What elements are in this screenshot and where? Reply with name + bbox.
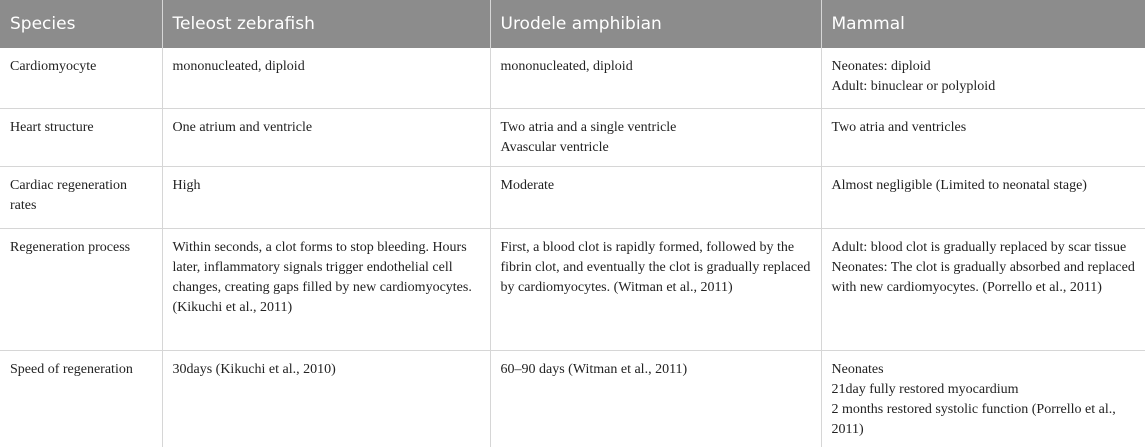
- table-row: [0, 229, 1145, 351]
- row-label: Speed of regeneration: [0, 351, 162, 447]
- cell-mammal: Neonates: diploid Adult: binuclear or polyploid: [821, 48, 1145, 109]
- cell-mammal: Two atria and ventricles: [821, 109, 1145, 167]
- table-row: [0, 167, 1145, 229]
- cell-amphibian: First, a blood clot is rapidly formed, followed by the fibrin clot, and eventually the clot is gradually replaced by cardiomyocytes. (Witman et al., 2011): [490, 229, 821, 351]
- cell-zebrafish: One atrium and ventricle: [162, 109, 490, 167]
- row-label: Cardiac regeneration rates: [0, 167, 162, 229]
- header-amphibian: Urodele amphibian: [490, 0, 821, 48]
- row-label: Cardiomyocyte: [0, 48, 162, 109]
- cell-amphibian: 60–90 days (Witman et al., 2011): [490, 351, 821, 447]
- table-row: [0, 48, 1145, 109]
- cell-zebrafish: Within seconds, a clot forms to stop bleeding. Hours later, inflammatory signals trigger endothelial cell changes, creating gaps filled by new cardiomyocytes. (Kikuchi et al., 2011): [162, 229, 490, 351]
- cell-mammal: Almost negligible (Limited to neonatal stage): [821, 167, 1145, 229]
- row-label: Regeneration process: [0, 229, 162, 351]
- cell-mammal: Neonates 21day fully restored myocardium 2 months restored systolic function (Porrello et al., 2011): [821, 351, 1145, 447]
- cell-zebrafish: High: [162, 167, 490, 229]
- table-row: [0, 109, 1145, 167]
- cell-zebrafish: 30days (Kikuchi et al., 2010): [162, 351, 490, 447]
- header-species: Species: [0, 0, 162, 48]
- header-row: [0, 0, 1145, 48]
- cell-zebrafish: mononucleated, diploid: [162, 48, 490, 109]
- cell-amphibian: mononucleated, diploid: [490, 48, 821, 109]
- table-row: [0, 351, 1145, 447]
- header-mammal: Mammal: [821, 0, 1145, 48]
- row-label: Heart structure: [0, 109, 162, 167]
- cell-mammal: Adult: blood clot is gradually replaced by scar tissue Neonates: The clot is gradually absorbed and replaced with new cardiomyocytes. (Porrello et al., 2011): [821, 229, 1145, 351]
- cell-amphibian: Two atria and a single ventricle Avascular ventricle: [490, 109, 821, 167]
- cell-amphibian: Moderate: [490, 167, 821, 229]
- header-zebrafish: Teleost zebrafish: [162, 0, 490, 48]
